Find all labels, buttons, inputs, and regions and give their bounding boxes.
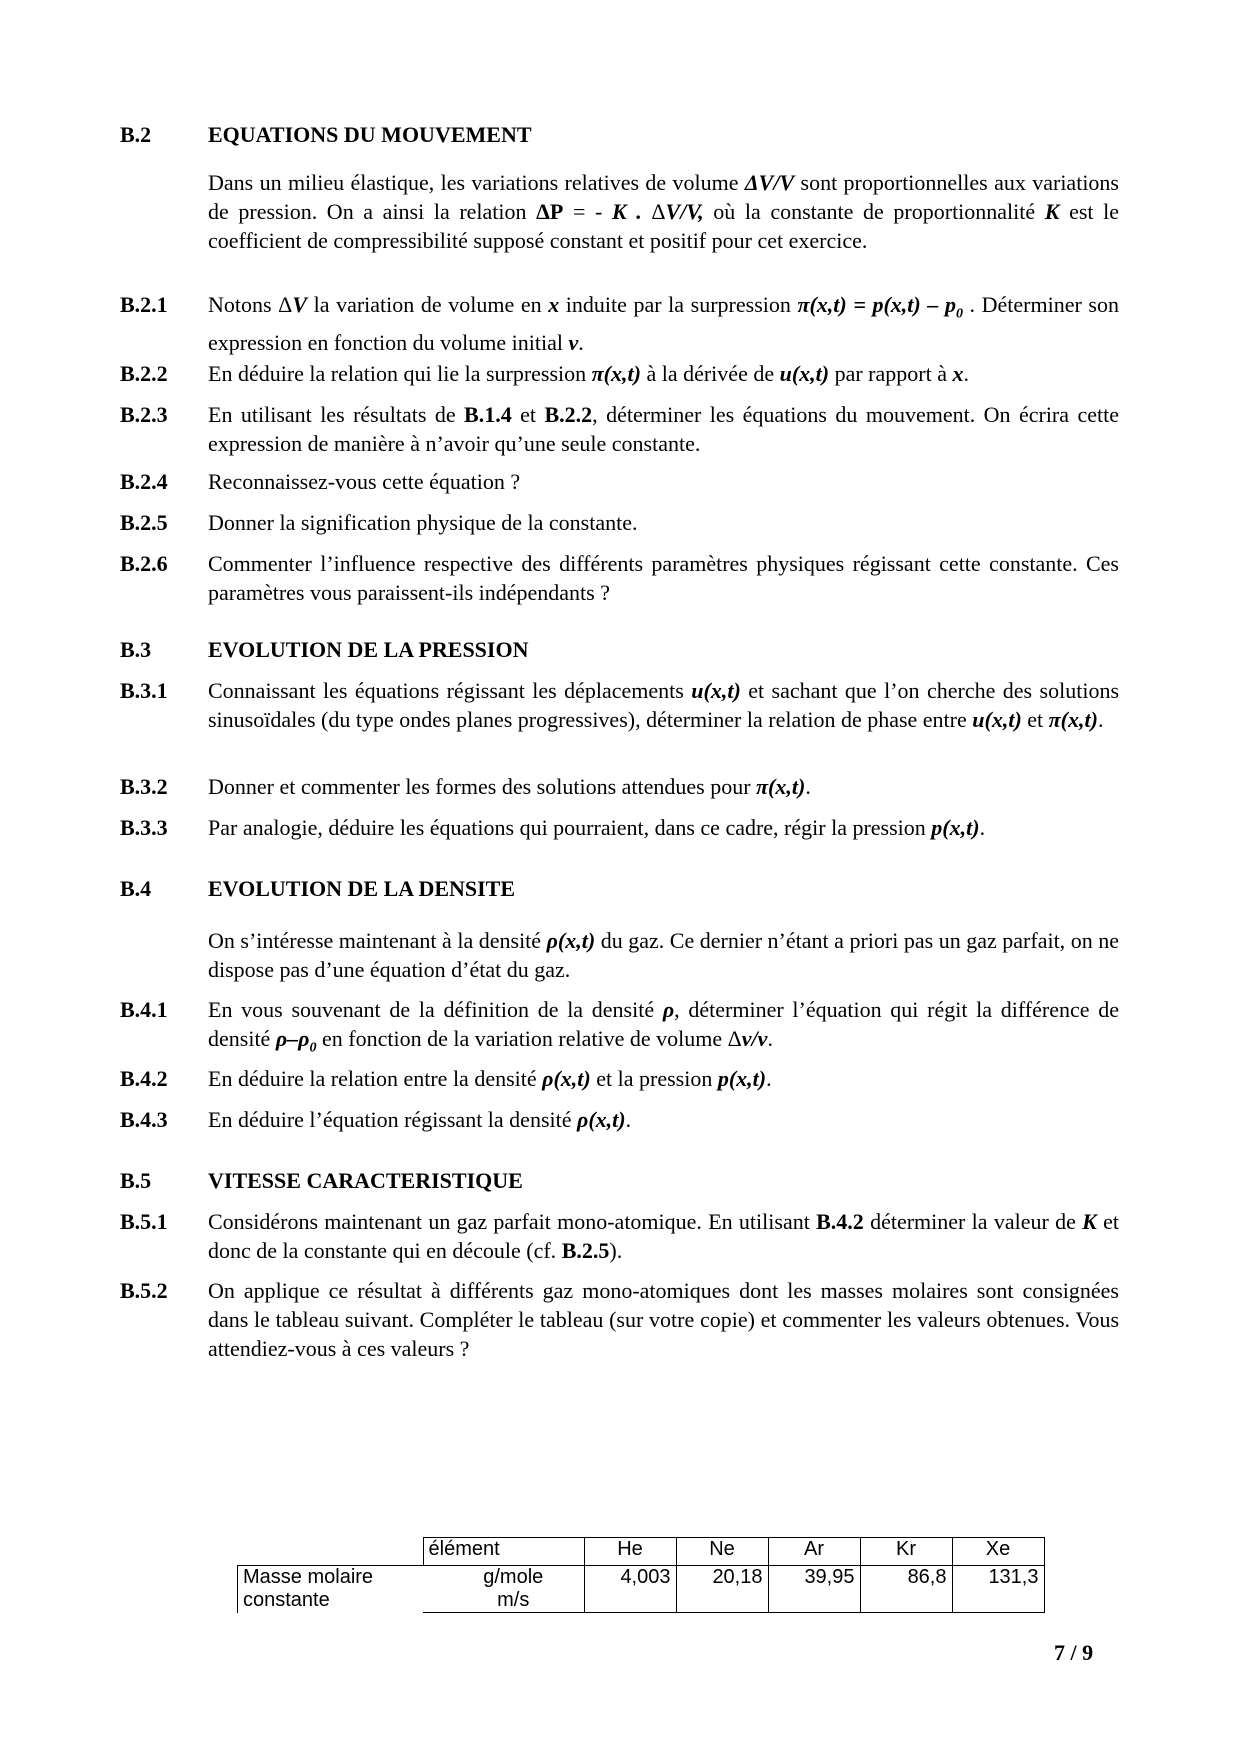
question-text: Donner la signification physique de la constante. [208,510,638,535]
question-number: B.4.1 [120,997,168,1022]
question-text: Commenter l’influence respective des différents paramètres physiques régissant cette constante. Ces paramètres vous paraissent-ils indépendants ? [208,551,1119,605]
section-number: B.5 [120,1168,152,1193]
question-number: B.2.2 [120,361,168,386]
question-number: B.2.6 [120,551,168,576]
question-text: Connaissant les équations régissant les déplacements u(x,t) et sachant que l’on cherche des solutions sinusoïdales (du type ondes planes progressives), déterminer la relation de phase entre u(x,t) et π(x,t). [208,678,1120,732]
question-text: Donner et commenter les formes des solutions attendues pour π(x,t). [208,774,811,799]
question-text: Considérons maintenant un gaz parfait mono-atomique. En utilisant B.4.2 déterminer la valeur de K et donc de la constante qui en découle (cf. B.2.5). [208,1209,1119,1263]
question-number: B.3.2 [120,774,168,799]
question-text: En déduire la relation entre la densité ρ(x,t) et la pression p(x,t). [208,1066,772,1091]
question-text: En déduire la relation qui lie la surpression π(x,t) à la dérivée de u(x,t) par rapport à x. [208,361,969,386]
section-number: B.4 [120,876,152,901]
header-cell: Ar [768,1538,860,1566]
question-number: B.4.3 [120,1107,168,1132]
row-unit: g/mole m/s [423,1566,584,1613]
section-number: B.3 [120,637,152,662]
question-number: B.3.3 [120,815,168,840]
header-cell: Ne [676,1538,768,1566]
section-title: EVOLUTION DE LA PRESSION [208,637,529,662]
question-number: B.5.2 [120,1278,168,1303]
question-text: Notons ΔV la variation de volume en x induite par la surpression $\pi(x,t) = p(x,t) - p_0$ . Déterminer son expression en fonction du volume initial v. [208,292,1119,356]
question-text: Par analogie, déduire les équations qui pourraient, dans ce cadre, régir la pression p(x,t). [208,815,986,840]
question-number: B.4.2 [120,1066,168,1091]
question-text: En utilisant les résultats de B.1.4 et B.2.2, déterminer les équations du mouvement. On écrira cette expression de manière à n’avoir qu’une seule constante. [208,402,1119,456]
question-number: B.5.1 [120,1209,168,1234]
question-text: Reconnaissez-vous cette équation ? [208,469,521,494]
section-number: B.2 [120,122,152,147]
question-text: En vous souvenant de la définition de la densité ρ, déterminer l’équation qui régit la différence de densité $\rho-\rho_0$ en fonction de la variation relative de volume Δv/v. [208,997,1120,1056]
question-text: En déduire l’équation régissant la densité ρ(x,t). [208,1107,632,1132]
question-number: B.3.1 [120,678,168,703]
question-number: B.2.1 [120,292,168,317]
paragraph: Dans un milieu élastique, les variations relatives de volume ΔV/V sont proportionnelles aux variations de pression. On a ainsi la relation ΔP = - K . ΔV/V, où la constante de proportionnalité K est le coefficient de compressibilité supposé constant et positif pour cet exercice. [208,170,1120,253]
value-cell: 20,18 [676,1566,768,1613]
header-cell: He [584,1538,676,1566]
value-cell: 131,3 [952,1566,1044,1613]
section-title: VITESSE CARACTERISTIQUE [208,1168,523,1193]
paragraph: On s’intéresse maintenant à la densité ρ(x,t) du gaz. Ce dernier n’étant a priori pas un gaz parfait, on ne dispose pas d’une équation d’état du gaz. [208,928,1119,982]
question-text: On applique ce résultat à différents gaz mono-atomiques dont les masses molaires sont consignées dans le tableau suivant. Compléter le tableau (sur votre copie) et commenter les valeurs obtenues. Vous attendiez-vous à ces valeurs ? [208,1278,1119,1361]
value-cell: 39,95 [768,1566,860,1613]
header-cell: Kr [860,1538,952,1566]
section-title: EQUATIONS DU MOUVEMENT [208,122,532,147]
table-row [238,1566,1045,1613]
value-cell: 4,003 [584,1566,676,1613]
row-label: Masse molaire constante [238,1566,424,1613]
header-element-label: élément [423,1538,584,1566]
question-number: B.2.4 [120,469,168,494]
molar-mass-table [237,1537,1045,1613]
table-header-row [238,1538,1045,1566]
value-cell: 86,8 [860,1566,952,1613]
question-number: B.2.5 [120,510,168,535]
section-title: EVOLUTION DE LA DENSITE [208,876,516,901]
question-number: B.2.3 [120,402,168,427]
header-cell: Xe [952,1538,1044,1566]
page-number: 7 / 9 [1054,1640,1094,1665]
